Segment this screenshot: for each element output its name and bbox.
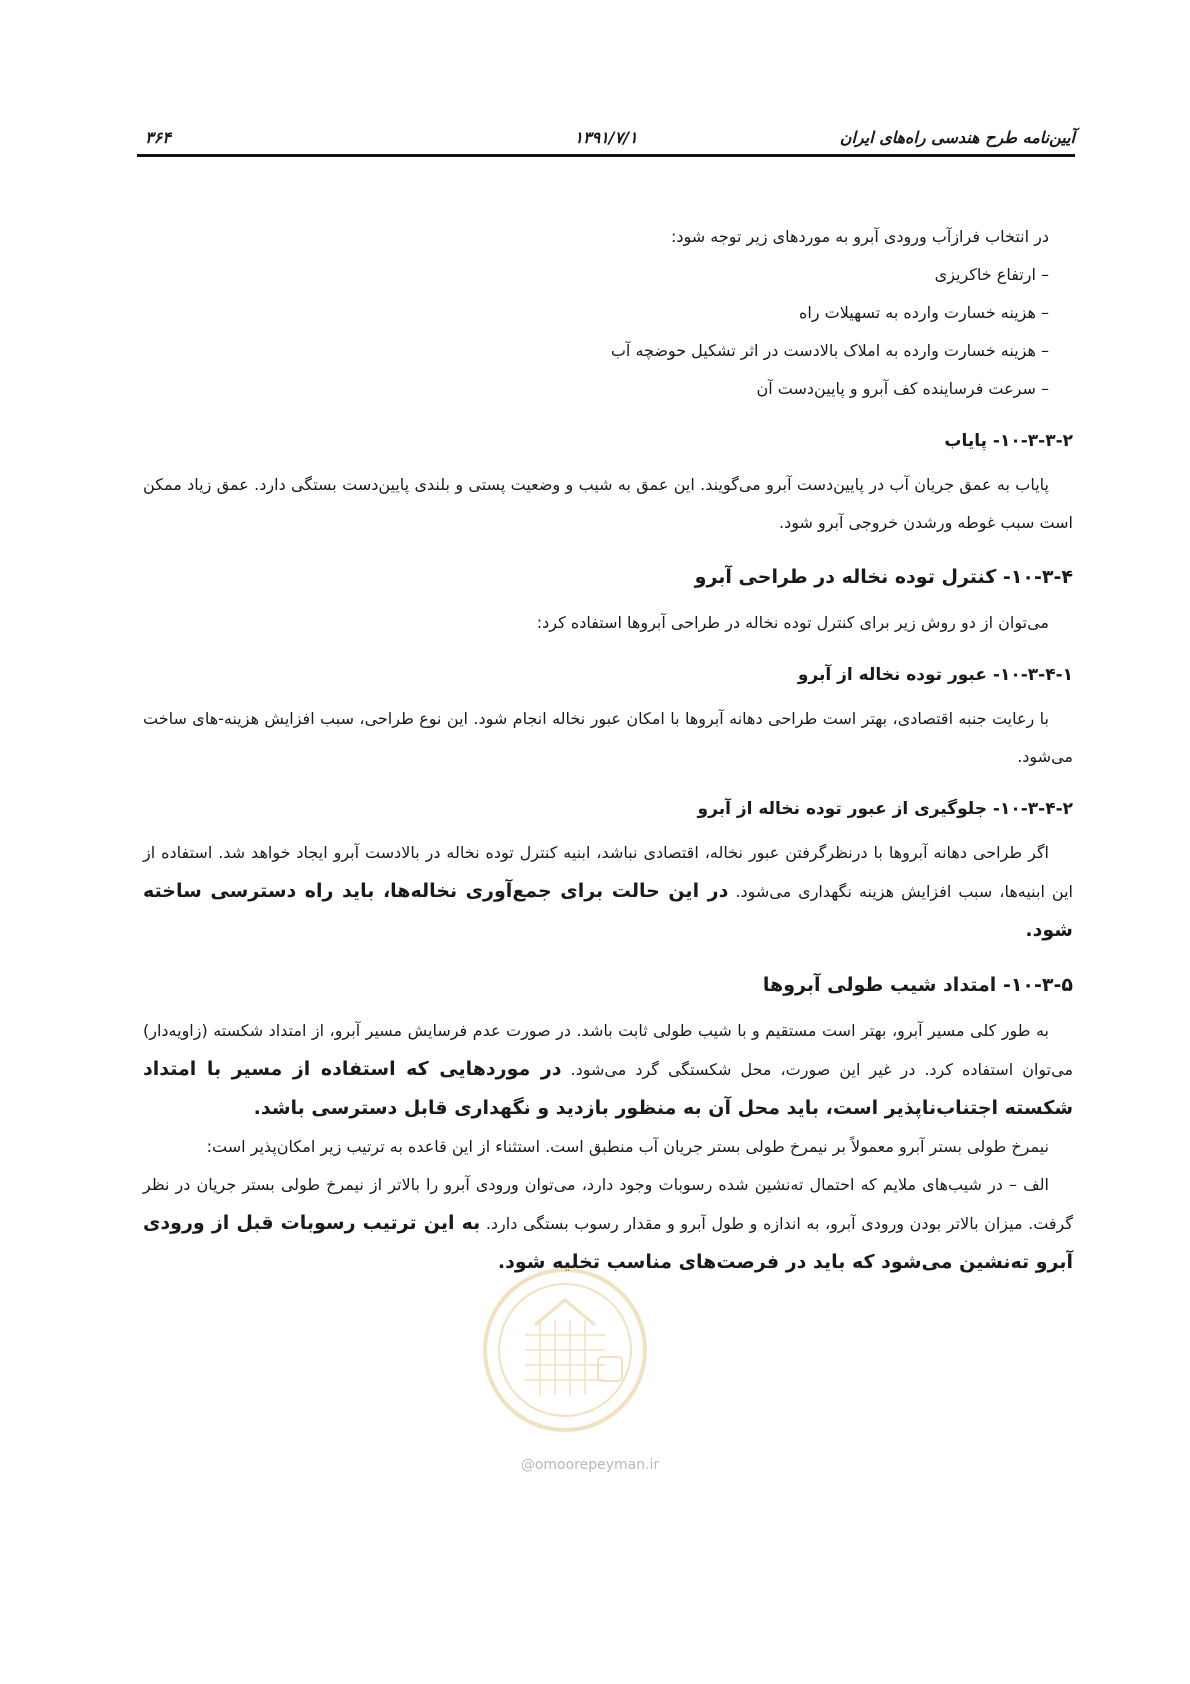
item-alef-text: الف – در شیب‌های ملایم که احتمال ته‌نشین شده رسوبات وجود دارد، می‌توان ورودی آبرو را بالاتر از نیمرخ طولی بستر جریان در نظر گرفت. میزان بالاتر بودن ورودی آبرو، به اندازه و طول آبرو و مقدار رسوب بستگی دارد.: [143, 1175, 1073, 1233]
slope-alignment-bold: در موردهایی که استفاده از مسیر با امتداد شکسته اجتناب‌ناپذیر است، باید محل آن به منظور بازدید و نگهداری قابل دسترسی باشد.: [143, 1058, 1073, 1119]
header-date: ۱۳۹۱/۷/۱: [574, 128, 638, 147]
page-content: [143, 218, 1073, 1282]
page-number: ۳۶۴: [145, 128, 171, 147]
list-item: – ارتفاع خاکریزی: [934, 265, 1049, 284]
debris-prevention-paragraph: [143, 834, 1073, 950]
section-heading-tailwater: ۱۰-۳-۳-۲- پایاب: [944, 431, 1073, 451]
profile-paragraph: نیمرخ طولی بستر آبرو معمولاً بر نیمرخ طولی بستر جریان آب منطبق است. استثناء از این قاعده به ترتیب زیر امکان‌پذیر است:: [206, 1137, 1049, 1156]
intro-paragraph: در انتخاب فرازآب ورودی آبرو به موردهای زیر توجه شود:: [671, 227, 1049, 246]
section-heading-debris-control: ۱۰-۳-۴- کنترل توده نخاله در طراحی آبرو: [694, 566, 1073, 588]
section-heading-debris-prevention: ۱۰-۳-۴-۲- جلوگیری از عبور توده نخاله از آبرو: [697, 799, 1073, 819]
section-heading-debris-passage: ۱۰-۳-۴-۱- عبور توده نخاله از آبرو: [797, 665, 1073, 685]
debris-prevention-text: اگر طراحی دهانه آبروها با درنظرگرفتن عبور نخاله، اقتصادی نباشد، ابنیه کنترل توده نخاله در بالادست آبرو ایجاد خواهد شد. استفاده از این ابنیه‌ها، سبب افزایش هزینه نگهداری می‌شود.: [143, 843, 1074, 901]
debris-control-paragraph: می‌توان از دو روش زیر برای کنترل توده نخاله در طراحی آبروها استفاده کرد:: [536, 613, 1049, 632]
item-alef-bold: به این ترتیب رسوبات قبل از ورودی آبرو ته‌نشین می‌شود که باید در فرصت‌های مناسب تخلیه شود.: [143, 1212, 1073, 1273]
list-item: – سرعت فرساینده کف آبرو و پایین‌دست آن: [756, 379, 1049, 398]
list-item: – هزینه خسارت وارده به تسهیلات راه: [799, 303, 1049, 322]
page-header: [137, 126, 1075, 157]
slope-alignment-paragraph: [143, 1012, 1073, 1128]
section-heading-slope-alignment: ۱۰-۳-۵- امتداد شیب طولی آبروها: [762, 974, 1073, 996]
debris-prevention-bold: در این حالت برای جمع‌آوری نخاله‌ها، باید راه دسترسی ساخته شود.: [143, 880, 1073, 941]
watermark-seal-icon: [480, 1265, 650, 1435]
slope-alignment-text: به طور کلی مسیر آبرو، بهتر است مستقیم و با شیب طولی ثابت باشد. در صورت عدم فرسایش مسیر آبرو، از امتداد شکسته (زاویه‌دار) می‌توان استفاده کرد. در غیر این صورت، محل شکستگی گرد می‌شود.: [143, 1021, 1074, 1079]
tailwater-paragraph: پایاب به عمق جریان آب در پایین‌دست آبرو می‌گویند. این عمق به شیب و وضعیت پستی و بلندی پایین‌دست بستگی دارد. عمق زیاد ممکن است سبب غوطه ورشدن خروجی آبرو شود.: [143, 475, 1073, 532]
considerations-list: [143, 256, 1073, 408]
debris-passage-paragraph: با رعایت جنبه اقتصادی، بهتر است طراحی دهانه آبروها با امکان عبور نخاله انجام شود. این نوع طراحی، سبب افزایش هزینه-های ساخت می‌شود.: [143, 709, 1073, 766]
list-item: – هزینه خسارت وارده به املاک بالادست در اثر تشکیل حوضچه آب: [610, 341, 1049, 360]
header-title: آیین‌نامه طرح هندسی راه‌های ایران: [839, 128, 1075, 147]
watermark-url: @omoorepeyman.ir: [520, 1457, 660, 1473]
